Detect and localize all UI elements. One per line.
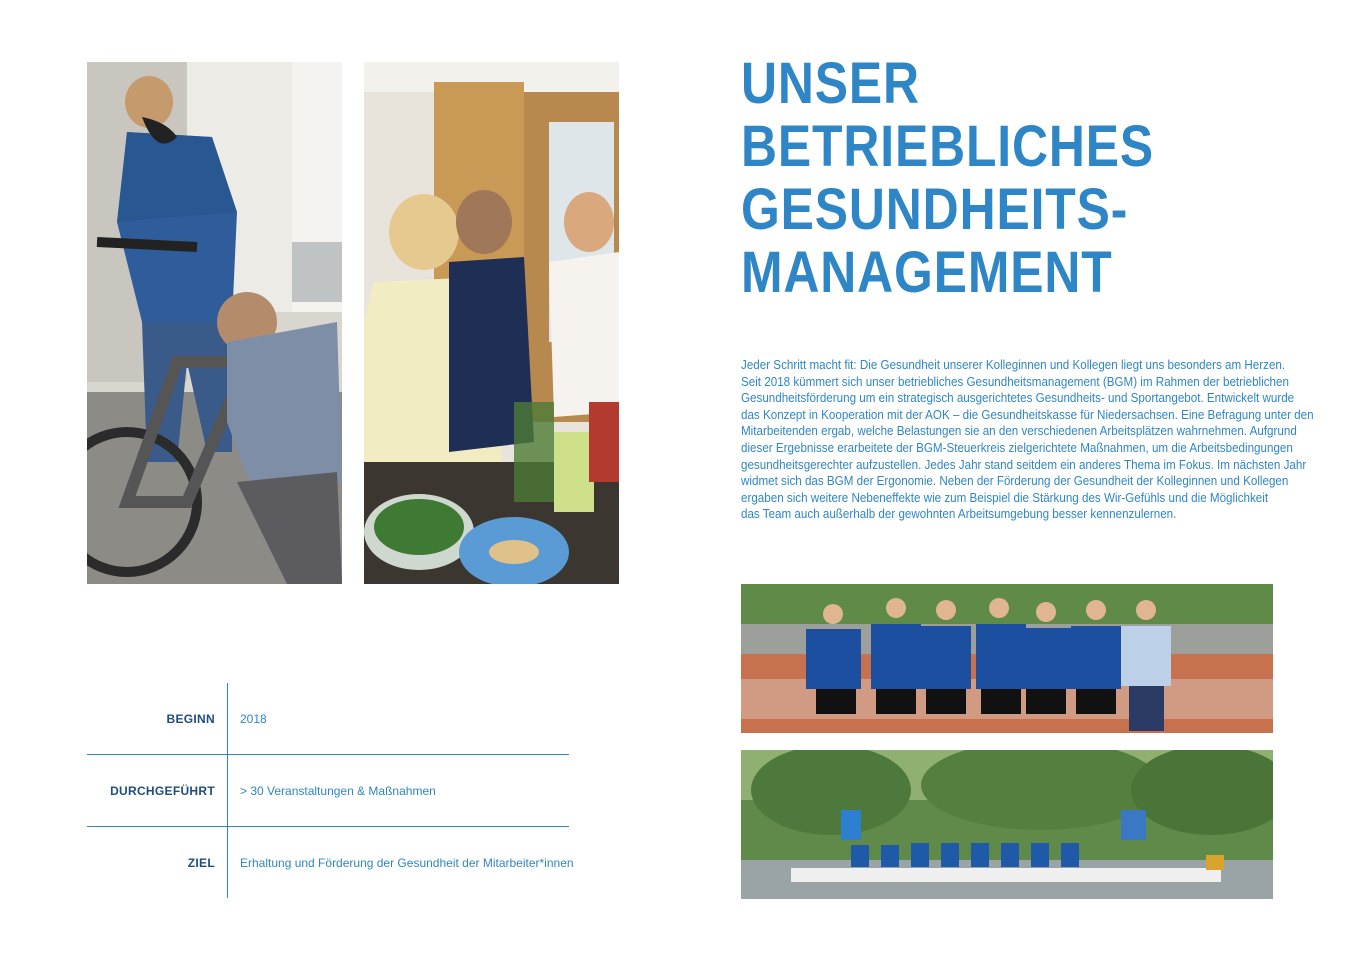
facts-divider	[87, 754, 569, 755]
fact-value-beginn: 2018	[240, 712, 267, 726]
paragraph-line: das Team auch außerhalb der gewohnten Arbeitsumgebung besser kennenzulernen.	[741, 507, 1177, 522]
facts-table	[87, 683, 574, 898]
paragraph-line: Gesundheitsförderung um ein strategisch ausgerichtetes Gesundheits- und Sportangebot. Entwickelt wurde	[741, 391, 1295, 406]
photo-ergometer-bike	[87, 62, 342, 584]
fact-value-ziel: Erhaltung und Förderung der Gesundheit der Mitarbeiter*innen	[240, 856, 574, 870]
title-line: UNSER	[741, 51, 920, 116]
fact-value-durchgefuehrt: > 30 Veranstaltungen & Maßnahmen	[240, 784, 436, 798]
paragraph-line: widmet sich das BGM der Ergonomie. Neben der Förderung der Gesundheit der Kolleginnen und Kollegen	[741, 474, 1289, 489]
title-line: BETRIEBLICHES	[741, 114, 1155, 179]
facts-divider	[87, 826, 569, 827]
facts-divider-vertical	[227, 683, 228, 898]
photo-dragon-boat	[741, 750, 1273, 899]
paragraph-line: ergaben sich weitere Nebeneffekte wie zum Beispiel die Stärkung des Wir-Gefühls und die Möglichkeit	[741, 490, 1269, 505]
paragraph-line: Seit 2018 kümmert sich unser betriebliches Gesundheitsmanagement (BGM) im Rahmen der betrieblichen	[741, 374, 1289, 389]
title-line: GESUNDHEITS-	[741, 177, 1129, 242]
paragraph-line: das Konzept in Kooperation mit der AOK – die Gesundheitskasse für Niedersachsen. Eine Befragung unter den	[741, 407, 1314, 422]
fact-label-ziel: ZIEL	[187, 856, 215, 870]
paragraph-line: dieser Ergebnisse erarbeitete der BGM-Steuerkreis zielgerichtete Maßnahmen, um die Arbeitsbedingungen	[741, 440, 1293, 455]
photo-tennis-team	[741, 584, 1273, 733]
paragraph-line: gesundheitsgerechter aufzustellen. Jedes Jahr stand seitdem ein anderes Thema im Fokus. Im nächsten Jahr	[741, 457, 1307, 472]
paragraph-line: Mitarbeitenden ergab, welche Belastungen sie an den verschiedenen Arbeitsplätzen wahrnehmen. Aufgrund	[741, 424, 1297, 439]
fact-label-beginn: BEGINN	[166, 712, 215, 726]
photo-healthy-cooking	[364, 62, 619, 584]
intro-paragraph	[741, 357, 1314, 523]
page-title	[741, 52, 1154, 304]
paragraph-line: Jeder Schritt macht fit: Die Gesundheit unserer Kolleginnen und Kollegen liegt uns besonders am Herzen.	[741, 358, 1286, 372]
title-line: MANAGEMENT	[741, 240, 1113, 305]
fact-label-durchgefuehrt: DURCHGEFÜHRT	[110, 784, 215, 798]
